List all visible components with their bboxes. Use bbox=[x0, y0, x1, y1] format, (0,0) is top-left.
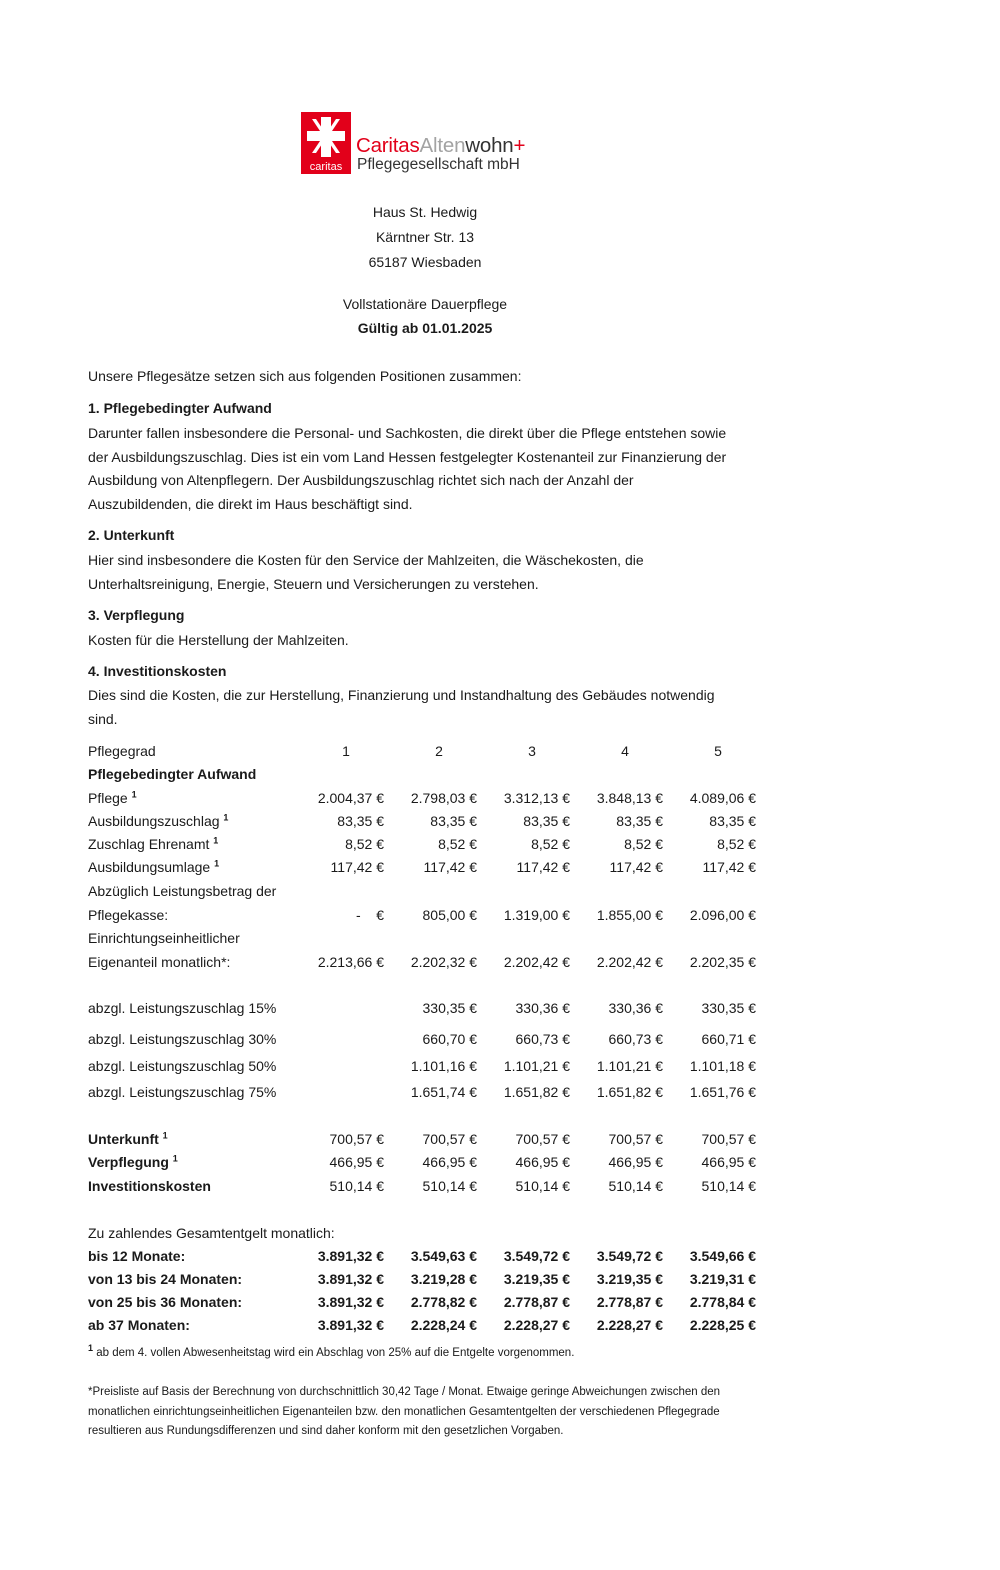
table-cell: 2.096,00 € bbox=[689, 907, 756, 923]
table-cell: 466,95 € bbox=[608, 1154, 663, 1170]
total-row bbox=[88, 1315, 768, 1335]
table-cell: 466,95 € bbox=[701, 1154, 756, 1170]
table-row-label-line bbox=[88, 928, 768, 948]
table-cell: 117,42 € bbox=[423, 859, 477, 875]
grade-header: 4 bbox=[621, 743, 629, 759]
table-cell: 805,00 € bbox=[422, 907, 477, 923]
section-line: Ausbildung von Altenpflegern. Der Ausbildungszuschlag richtet sich nach der Anzahl der bbox=[88, 472, 634, 488]
table-cell: - € bbox=[355, 907, 384, 923]
table-cell: 700,57 € bbox=[515, 1131, 570, 1147]
table-cell: 3.891,32 € bbox=[317, 1248, 384, 1264]
table-cell: 660,73 € bbox=[515, 1031, 570, 1047]
section-heading: 2. Unterkunft bbox=[88, 527, 175, 543]
address-line-1: Haus St. Hedwig bbox=[372, 204, 478, 220]
table-cell: 510,14 € bbox=[608, 1178, 663, 1194]
table-cell: 117,42 € bbox=[702, 859, 756, 875]
total-row bbox=[88, 1269, 768, 1289]
row-label: Einrichtungseinheitlicher bbox=[88, 930, 240, 946]
table-row bbox=[88, 857, 768, 877]
caritas-cross-icon bbox=[301, 112, 351, 174]
row-label: Pflege $^1$ bbox=[88, 789, 137, 806]
table-cell: 2.778,82 € bbox=[410, 1294, 477, 1310]
table-cell: 8,52 € bbox=[438, 836, 477, 852]
table-cell: 2.228,24 € bbox=[410, 1317, 477, 1333]
table-cell: 510,14 € bbox=[515, 1178, 570, 1194]
row-label: abzgl. Leistungszuschlag 50% bbox=[88, 1058, 277, 1074]
section-line: Kosten für die Herstellung der Mahlzeiten. bbox=[88, 632, 349, 648]
table-cell: 2.778,87 € bbox=[596, 1294, 663, 1310]
table-cell: 83,35 € bbox=[337, 813, 384, 829]
table-cell: 2.228,27 € bbox=[596, 1317, 663, 1333]
table-cell: 1.101,21 € bbox=[503, 1058, 570, 1074]
table-cell: 117,42 € bbox=[330, 859, 384, 875]
row-label: abzgl. Leistungszuschlag 15% bbox=[88, 1000, 277, 1016]
table-row bbox=[88, 1129, 768, 1149]
table-cell: 1.101,18 € bbox=[689, 1058, 756, 1074]
total-row bbox=[88, 1292, 768, 1312]
care-type: Vollstationäre Dauerpflege bbox=[342, 296, 508, 312]
table-cell: 117,42 € bbox=[609, 859, 663, 875]
row-label: ab 37 Monaten: bbox=[88, 1317, 190, 1333]
section-heading: 4. Investitionskosten bbox=[88, 663, 227, 679]
grade-header: 5 bbox=[714, 743, 722, 759]
table-row bbox=[88, 905, 768, 925]
table-row bbox=[88, 1056, 768, 1076]
table-cell: 700,57 € bbox=[701, 1131, 756, 1147]
table-cell: 3.891,32 € bbox=[317, 1317, 384, 1333]
table-row bbox=[88, 1176, 768, 1196]
row-label: Ausbildungsumlage $^1$ bbox=[88, 858, 220, 875]
grade-header: 3 bbox=[528, 743, 536, 759]
row-label: Investitionskosten bbox=[88, 1178, 211, 1194]
total-row bbox=[88, 1246, 768, 1266]
section-line: der Ausbildungszuschlag. Dies ist ein vom Land Hessen festgelegter Kostenanteil zur Finanzierung der bbox=[88, 448, 727, 465]
table-cell: 2.202,35 € bbox=[689, 954, 756, 970]
table-cell: 510,14 € bbox=[422, 1178, 477, 1194]
footnote-pricelist bbox=[88, 1383, 778, 1442]
row-label: Verpflegung $^1$ bbox=[88, 1153, 178, 1170]
table-cell: 3.549,72 € bbox=[596, 1248, 663, 1264]
table-cell: 1.651,82 € bbox=[503, 1084, 570, 1100]
table-cell: 3.891,32 € bbox=[317, 1294, 384, 1310]
section-body bbox=[88, 422, 768, 516]
table-cell: 3.219,28 € bbox=[410, 1271, 477, 1287]
intro-text: Unsere Pflegesätze setzen sich aus folgenden Positionen zusammen: bbox=[88, 368, 522, 384]
table-header-label: Pflegegrad bbox=[88, 743, 156, 759]
table-cell: 466,95 € bbox=[422, 1154, 477, 1170]
table-row bbox=[88, 1029, 768, 1049]
table-cell: 3.549,63 € bbox=[410, 1248, 477, 1264]
row-label: bis 12 Monate: bbox=[88, 1248, 186, 1264]
table-cell: 3.219,35 € bbox=[503, 1271, 570, 1287]
table-cell: 510,14 € bbox=[701, 1178, 756, 1194]
table-cell: 510,14 € bbox=[329, 1178, 384, 1194]
table-cell: 466,95 € bbox=[329, 1154, 384, 1170]
table-cell: 2.778,87 € bbox=[503, 1294, 570, 1310]
table-cell: 660,70 € bbox=[422, 1031, 477, 1047]
row-label: Eigenanteil monatlich*: bbox=[88, 954, 231, 970]
table-row bbox=[88, 788, 768, 808]
table-cell: 466,95 € bbox=[515, 1154, 570, 1170]
footnote-line: monatlichen einrichtungseinheitlichen Eigenanteilen bzw. den monatlichen Gesamtentgelten der verschiedenen Pflegegrade bbox=[88, 1405, 720, 1418]
table-cell: 2.228,25 € bbox=[689, 1317, 756, 1333]
table-cell: 2.202,42 € bbox=[596, 954, 663, 970]
address-line-2: Kärntner Str. 13 bbox=[375, 229, 475, 245]
table-cell: 3.219,31 € bbox=[689, 1271, 756, 1287]
table-row bbox=[88, 998, 768, 1018]
row-label: Zuschlag Ehrenamt $^1$ bbox=[88, 835, 219, 852]
footnote-line: *Preisliste auf Basis der Berechnung von durchschnittlich 30,42 Tage / Monat. Etwaige geringe Abweichungen zwischen den bbox=[88, 1386, 721, 1398]
section-line: sind. bbox=[88, 710, 118, 727]
row-label: von 13 bis 24 Monaten: bbox=[88, 1271, 243, 1287]
table-cell: 83,35 € bbox=[616, 813, 663, 829]
valid-from: Gültig ab 01.01.2025 bbox=[357, 320, 493, 336]
section-line: Darunter fallen insbesondere die Personal- und Sachkosten, die direkt über die Pflege entstehen sowie bbox=[88, 425, 727, 441]
table-cell: 8,52 € bbox=[717, 836, 756, 852]
table-cell: 1.101,16 € bbox=[410, 1058, 477, 1074]
table-cell: 8,52 € bbox=[345, 836, 384, 852]
total-heading-row bbox=[88, 1223, 768, 1243]
table-cell: 1.651,74 € bbox=[410, 1084, 477, 1100]
logo-subtitle: Pflegegesellschaft mbH bbox=[357, 156, 520, 173]
table-cell: 660,71 € bbox=[701, 1031, 756, 1047]
footnote-line: resultieren aus Rundungsdifferenzen und sind daher konform mit den gesetzlichen Vorgaben. bbox=[88, 1425, 564, 1437]
table-cell: 2.228,27 € bbox=[503, 1317, 570, 1333]
caritas-logo bbox=[301, 112, 571, 178]
table-row bbox=[88, 811, 768, 831]
section-body bbox=[88, 684, 768, 731]
table-cell: 1.101,21 € bbox=[596, 1058, 663, 1074]
row-label: Unterkunft $^1$ bbox=[88, 1130, 168, 1147]
table-cell: 330,36 € bbox=[515, 1000, 570, 1016]
table-cell: 330,35 € bbox=[422, 1000, 477, 1016]
section-heading: 3. Verpflegung bbox=[88, 607, 185, 623]
row-label: Abzüglich Leistungsbetrag der bbox=[88, 883, 277, 899]
table-row bbox=[88, 1152, 768, 1172]
section-body bbox=[88, 549, 768, 596]
table-cell: 1.855,00 € bbox=[596, 907, 663, 923]
table-cell: 700,57 € bbox=[329, 1131, 384, 1147]
table-cell: 660,73 € bbox=[608, 1031, 663, 1047]
section-body bbox=[88, 629, 768, 653]
table-cell: 1.651,76 € bbox=[689, 1084, 756, 1100]
table-cell: 117,42 € bbox=[516, 859, 570, 875]
table-cell: 2.798,03 € bbox=[410, 790, 477, 806]
table-cell: 3.219,35 € bbox=[596, 1271, 663, 1287]
address-line-3: 65187 Wiesbaden bbox=[368, 254, 482, 270]
total-heading: Zu zahlendes Gesamtentgelt monatlich: bbox=[88, 1225, 335, 1241]
table-cell: 700,57 € bbox=[608, 1131, 663, 1147]
table-cell: 83,35 € bbox=[709, 813, 756, 829]
table-row bbox=[88, 1082, 768, 1102]
section-line: Dies sind die Kosten, die zur Herstellung, Finanzierung und Instandhaltung des Gebäudes notwendig bbox=[88, 687, 715, 703]
row-label: abzgl. Leistungszuschlag 75% bbox=[88, 1084, 277, 1100]
svg-text:caritas: caritas bbox=[309, 161, 343, 173]
table-cell: 2.778,84 € bbox=[689, 1294, 756, 1310]
footnote-absence: $^1$ ab dem 4. vollen Abwesenheitstag wird ein Abschlag von 25% auf die Entgelte vorgenommen. bbox=[88, 1343, 575, 1359]
table-cell: 3.891,32 € bbox=[317, 1271, 384, 1287]
table-cell: 83,35 € bbox=[430, 813, 477, 829]
table-cell: 700,57 € bbox=[422, 1131, 477, 1147]
row-label: abzgl. Leistungszuschlag 30% bbox=[88, 1031, 277, 1047]
row-label: Pflegekasse: bbox=[88, 907, 169, 923]
table-cell: 8,52 € bbox=[531, 836, 570, 852]
table-cell: 2.213,66 € bbox=[317, 954, 384, 970]
table-cell: 1.651,82 € bbox=[596, 1084, 663, 1100]
table-cell: 8,52 € bbox=[624, 836, 663, 852]
logo-wordmark: CaritasAltenwohn+ bbox=[356, 134, 526, 157]
section-line: Hier sind insbesondere die Kosten für den Service der Mahlzeiten, die Wäschekosten, die bbox=[88, 552, 644, 568]
table-cell: 4.089,06 € bbox=[689, 790, 756, 806]
table-cell: 330,36 € bbox=[608, 1000, 663, 1016]
table-cell: 3.312,13 € bbox=[503, 790, 570, 806]
table-cell: 330,35 € bbox=[701, 1000, 756, 1016]
grade-header: 1 bbox=[342, 743, 350, 759]
row-label: von 25 bis 36 Monaten: bbox=[88, 1294, 243, 1310]
section-line: Auszubildenden, die direkt im Haus beschäftigt sind. bbox=[88, 495, 413, 512]
table-header-row bbox=[88, 741, 768, 761]
table-cell: 3.549,72 € bbox=[503, 1248, 570, 1264]
section-line: Unterhaltsreinigung, Energie, Steuern und Versicherungen zu verstehen. bbox=[88, 575, 539, 592]
table-cell: 3.848,13 € bbox=[596, 790, 663, 806]
table-cell: 3.549,66 € bbox=[689, 1248, 756, 1264]
row-label: Ausbildungszuschlag $^1$ bbox=[88, 812, 229, 829]
table-cell: 2.202,32 € bbox=[410, 954, 477, 970]
table-row-label-line bbox=[88, 881, 768, 901]
table-group-heading bbox=[88, 764, 768, 784]
table-cell: 83,35 € bbox=[523, 813, 570, 829]
table-row bbox=[88, 952, 768, 972]
table-row bbox=[88, 834, 768, 854]
table-cell: 2.202,42 € bbox=[503, 954, 570, 970]
section-heading: 1. Pflegebedingter Aufwand bbox=[88, 400, 272, 416]
grade-header: 2 bbox=[435, 743, 443, 759]
table-cell: 2.004,37 € bbox=[317, 790, 384, 806]
group-heading-label: Pflegebedingter Aufwand bbox=[88, 766, 257, 782]
table-cell: 1.319,00 € bbox=[503, 907, 570, 923]
